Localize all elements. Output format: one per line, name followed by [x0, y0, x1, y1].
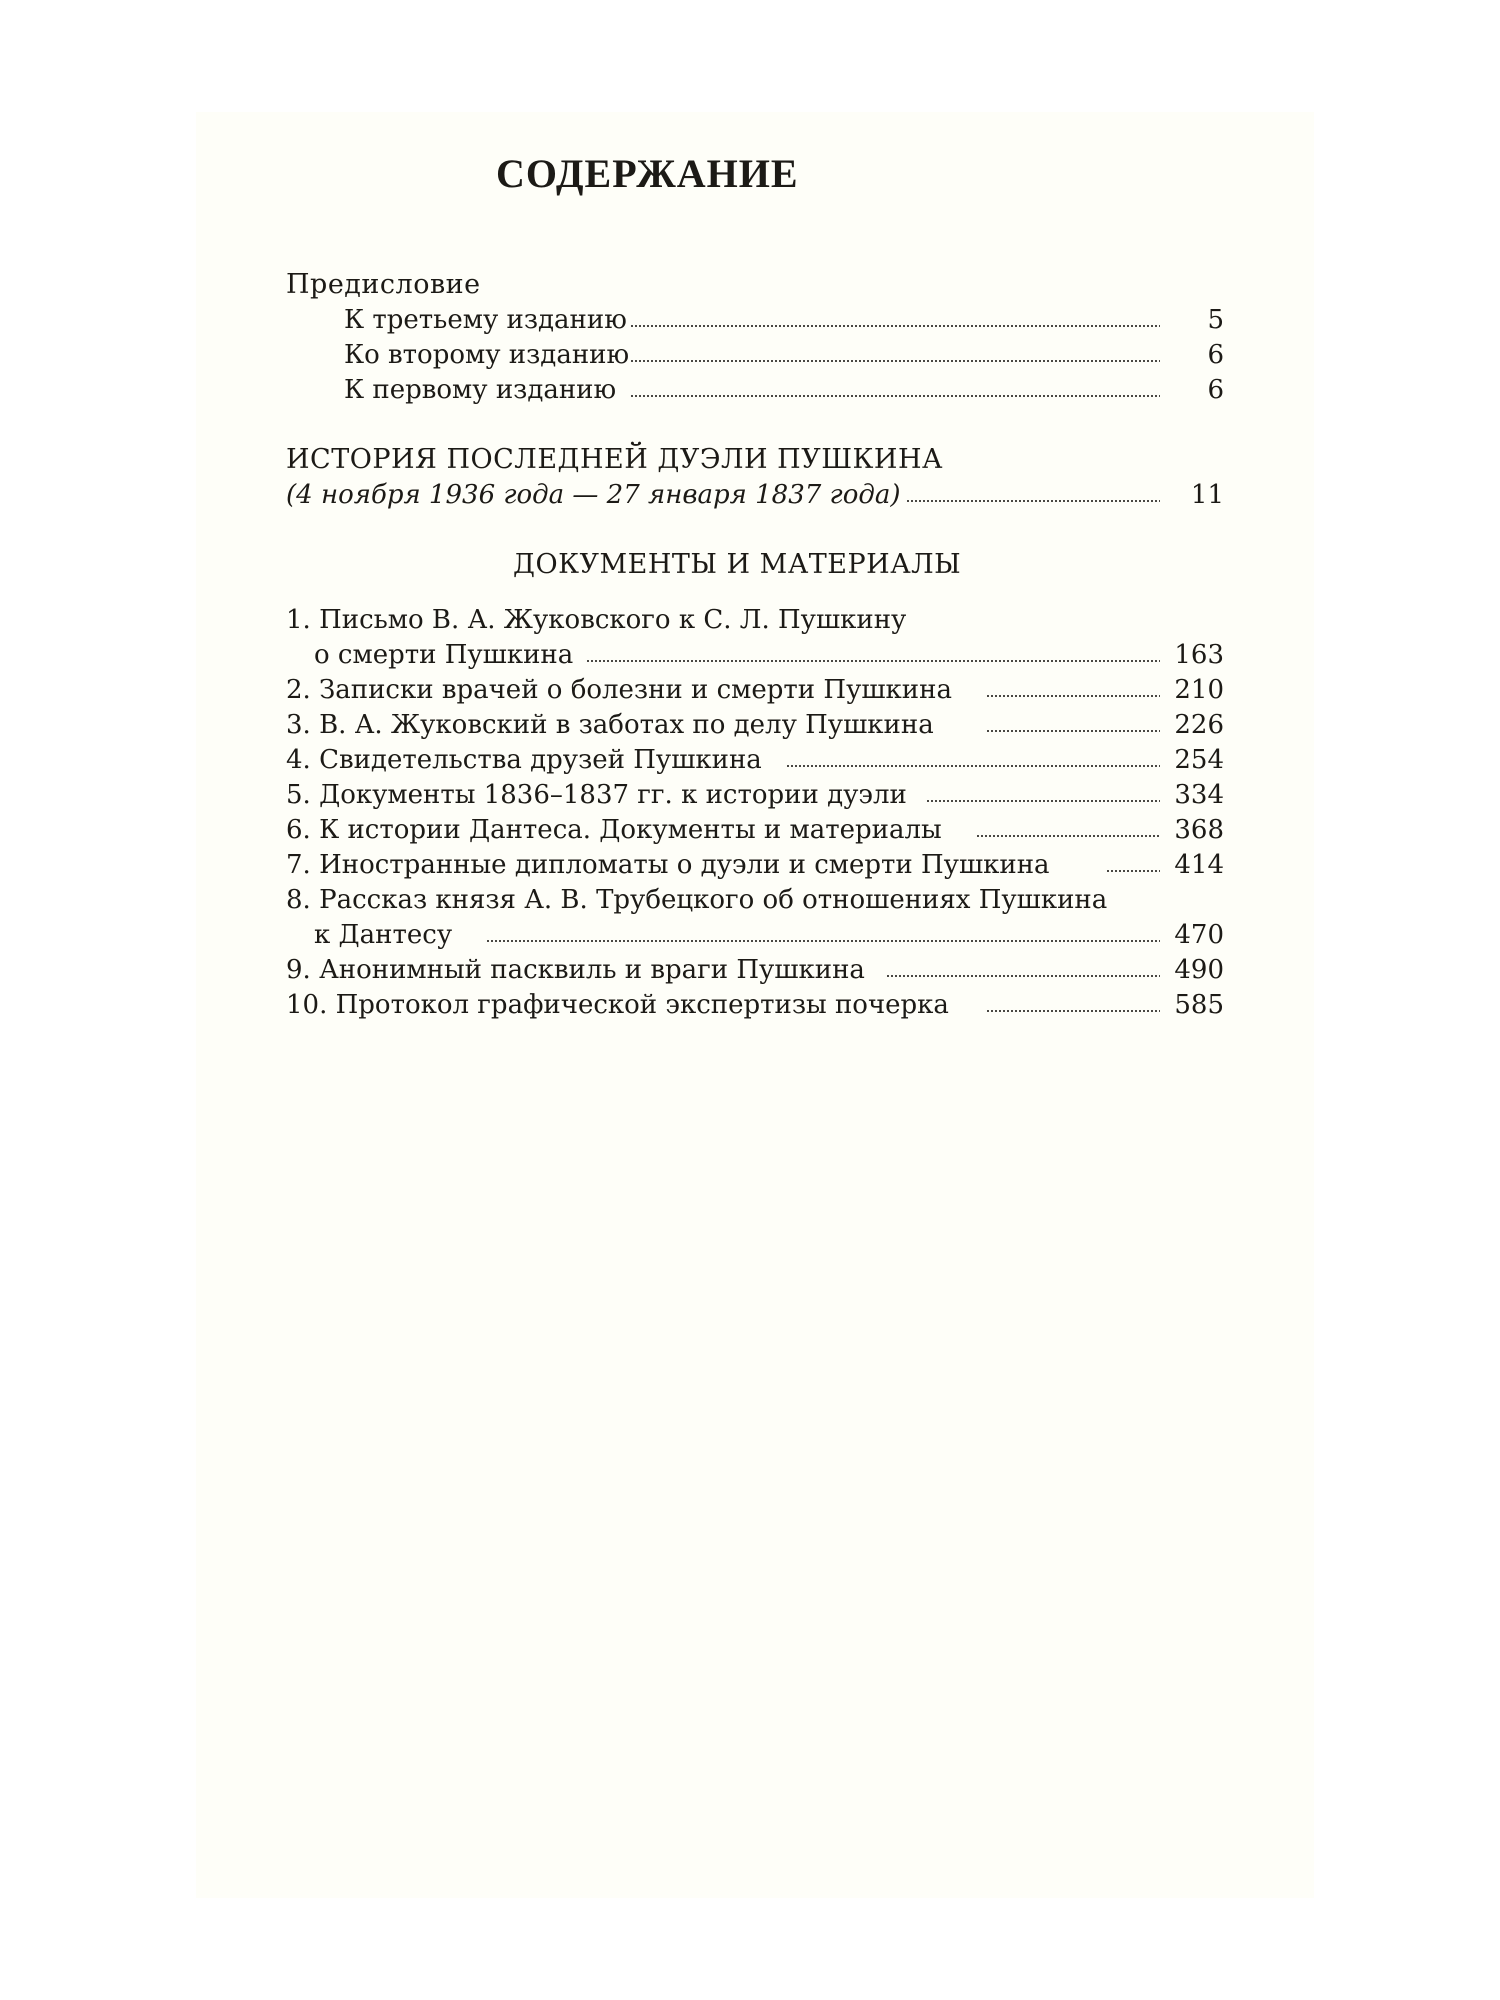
- toc-entry-page: 210: [1174, 675, 1224, 705]
- toc-entry-label: Ко второму изданию: [344, 340, 630, 370]
- toc-entry-page: 254: [1174, 745, 1224, 775]
- leader-dots: [926, 800, 1160, 802]
- toc-entry-label: 2. Записки врачей о болезни и смерти Пушкина: [286, 675, 952, 705]
- toc-entry-label: 7. Иностранные дипломаты о дуэли и смерти Пушкина: [286, 850, 1050, 880]
- toc-entry-label: 6. К истории Дантеса. Документы и материалы: [286, 815, 942, 845]
- toc-entry-page: 11: [1190, 480, 1224, 510]
- toc-entry-label: К первому изданию: [344, 375, 617, 405]
- toc-entry-page: 470: [1174, 920, 1224, 950]
- toc-entry[interactable]: [286, 918, 1224, 952]
- preface-heading: Предисловие: [286, 269, 481, 300]
- leader-dots: [906, 500, 1160, 502]
- toc-entry-page: 585: [1174, 990, 1224, 1020]
- toc-entry-page: 226: [1174, 710, 1224, 740]
- leader-dots: [630, 325, 1160, 327]
- toc-entry-page: 414: [1174, 850, 1224, 880]
- leader-dots: [786, 765, 1160, 767]
- toc-entry[interactable]: [286, 303, 1224, 337]
- history-subtitle: (4 ноября 1936 года — 27 января 1837 года): [286, 480, 901, 510]
- toc-entry[interactable]: [286, 848, 1224, 882]
- page-title: СОДЕРЖАНИЕ: [496, 151, 799, 196]
- toc-entry-label: К третьему изданию: [344, 305, 627, 335]
- toc-entry-label: 1. Письмо В. А. Жуковского к С. Л. Пушкину: [286, 605, 907, 635]
- leader-dots: [630, 360, 1160, 362]
- toc-entry-label: 10. Протокол графической экспертизы почерка: [286, 990, 949, 1020]
- toc-entry[interactable]: [286, 338, 1224, 372]
- leader-dots: [986, 695, 1160, 697]
- toc-entry-line1: [286, 883, 1224, 917]
- toc-entry-line1: [286, 603, 1224, 637]
- toc-entry-label: 8. Рассказ князя А. В. Трубецкого об отношениях Пушкина: [286, 885, 1108, 915]
- leader-dots: [1106, 870, 1160, 872]
- toc-entry[interactable]: [286, 743, 1224, 777]
- toc-entry-page: 6: [1207, 340, 1224, 370]
- toc-entry-label: 9. Анонимный пасквиль и враги Пушкина: [286, 955, 865, 985]
- documents-heading: ДОКУМЕНТЫ И МАТЕРИАЛЫ: [513, 549, 962, 580]
- toc-entry[interactable]: [286, 373, 1224, 407]
- toc-entry-history[interactable]: [286, 478, 1224, 512]
- toc-entry-label: 5. Документы 1836–1837 гг. к истории дуэли: [286, 780, 907, 810]
- toc-entry[interactable]: [286, 673, 1224, 707]
- toc-entry[interactable]: [286, 813, 1224, 847]
- leader-dots: [886, 975, 1160, 977]
- toc-entry-label: о смерти Пушкина: [314, 640, 574, 670]
- toc-entry[interactable]: [286, 988, 1224, 1022]
- leader-dots: [630, 395, 1160, 397]
- toc-entry-page: 368: [1174, 815, 1224, 845]
- toc-entry-page: 490: [1174, 955, 1224, 985]
- leader-dots: [976, 835, 1160, 837]
- toc-entry-page: 334: [1174, 780, 1224, 810]
- toc-entry-label: 3. В. А. Жуковский в заботах по делу Пушкина: [286, 710, 934, 740]
- toc-entry[interactable]: [286, 638, 1224, 672]
- toc-entry-page: 5: [1207, 305, 1224, 335]
- toc-entry[interactable]: [286, 778, 1224, 812]
- leader-dots: [986, 1010, 1160, 1012]
- leader-dots: [486, 940, 1160, 942]
- toc-entry-page: 163: [1174, 640, 1224, 670]
- leader-dots: [986, 730, 1160, 732]
- toc-entry-page: 6: [1207, 375, 1224, 405]
- toc-entry[interactable]: [286, 953, 1224, 987]
- toc-entry-label: к Дантесу: [314, 920, 453, 950]
- history-heading: ИСТОРИЯ ПОСЛЕДНЕЙ ДУЭЛИ ПУШКИНА: [286, 444, 943, 475]
- leader-dots: [586, 660, 1160, 662]
- toc-entry-label: 4. Свидетельства друзей Пушкина: [286, 745, 762, 775]
- toc-entry[interactable]: [286, 708, 1224, 742]
